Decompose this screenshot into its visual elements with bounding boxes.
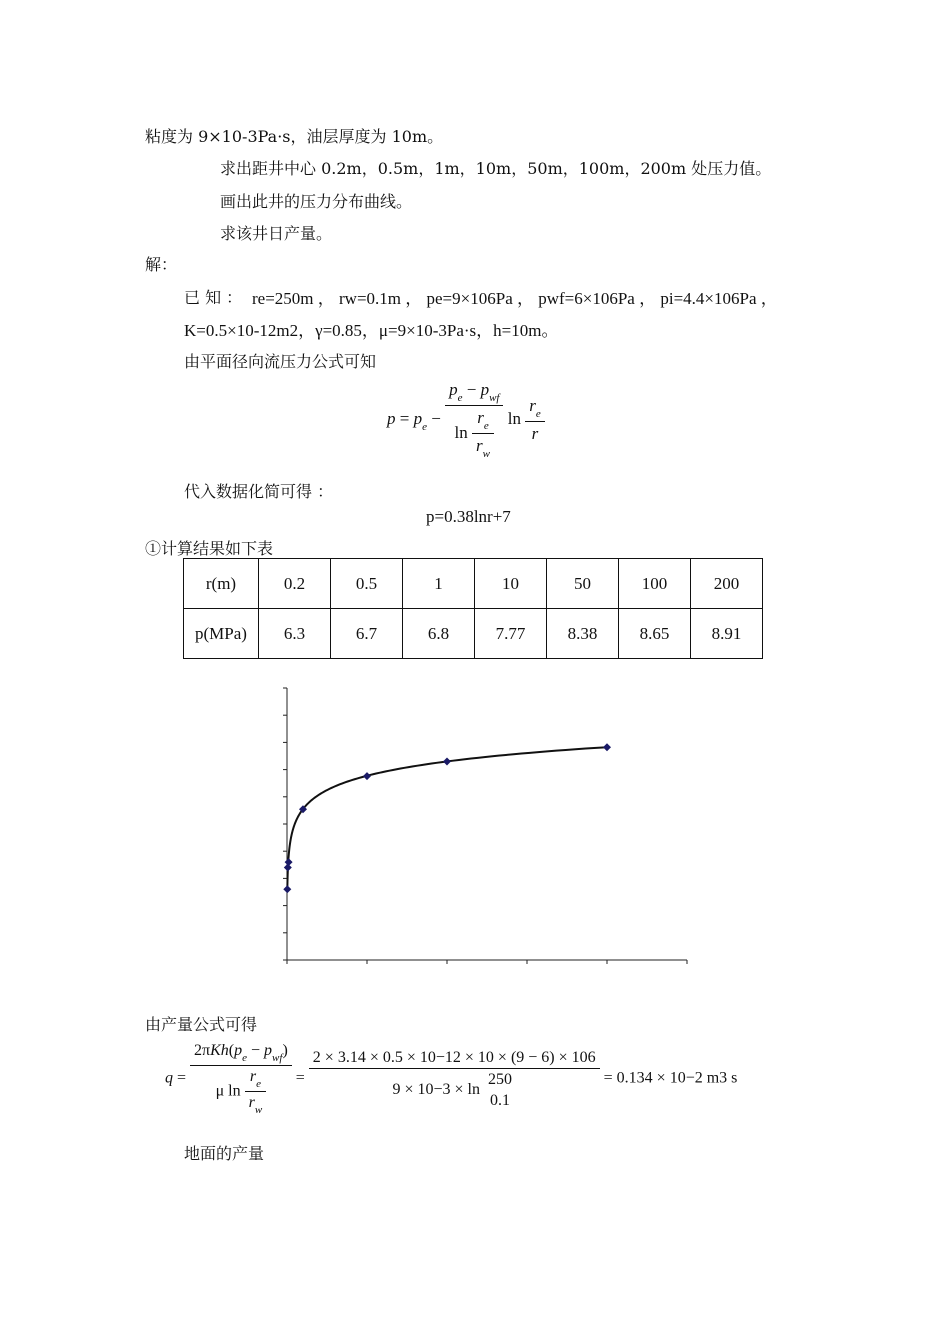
pressure-formula: $p = p_e$ − $p_e - p_{wf}$ ln $\frac{r_e}{r_w}$ ln $\frac{r_e}{r}$ [387, 380, 545, 460]
question-1: 求出距井中心 0.2m，0.5m，1m，10m，50m，100m，200m 处压力值。 [220, 159, 772, 178]
table-header-cell: 0.5 [331, 559, 403, 609]
q-numerator: 2 × 3.14 × 0.5 × 10−12 × 10 × (9 − 6) × 106 [309, 1049, 600, 1069]
data-point [443, 757, 451, 765]
table-cell: 7.77 [475, 609, 547, 659]
q-result: = 0.134 × 10−2 m3 s [603, 1069, 738, 1087]
table-cell: 6.7 [331, 609, 403, 659]
question-2: 画出此井的压力分布曲线。 [220, 192, 413, 211]
data-point [285, 858, 293, 866]
substitute-text: 代入数据化简可得 ： [184, 482, 334, 501]
table-header-cell: 10 [475, 559, 547, 609]
table-header-cell: 0.2 [259, 559, 331, 609]
ln-numerator: 250 [487, 1070, 512, 1088]
table-cell: 6.8 [403, 609, 475, 659]
table-cell: 8.65 [619, 609, 691, 659]
data-point [603, 743, 611, 751]
table-row [184, 559, 763, 609]
pressure-distribution-chart [240, 680, 720, 1000]
series-line [287, 747, 607, 889]
simplified-formula: p=0.38lnr+7 [426, 507, 511, 526]
table-cell: 6.3 [259, 609, 331, 659]
table-header-cell: 1 [403, 559, 475, 609]
production-intro: 由产量公式可得 [145, 1015, 258, 1034]
table-header-cell: 50 [547, 559, 619, 609]
q-denominator: 9 × 10−3 × ln [392, 1080, 480, 1098]
question-3: 求该井日产量。 [220, 224, 333, 243]
production-formula: q = $2\pi Kh(p_e - p_{wf})$ μ ln $\frac{r_e}{r_w}$ = 2 × 3.14 × 0.5 × 10−12 × 10 × (9 − 6) × 106 9 × 10−3 × ln 250 0.1 = 0.134 × 10−2 m3 s [165, 1042, 738, 1116]
solution-label: 解： [145, 255, 178, 274]
table-header-cell: 100 [619, 559, 691, 609]
known-values-line2: K=0.5×10-12m2，γ=0.85，μ=9×10-3Pa·s，h=10m。 [184, 321, 559, 340]
table-header-cell: r(m) [184, 559, 259, 609]
formula-intro: 由平面径向流压力公式可知 [184, 352, 377, 371]
data-point [363, 772, 371, 780]
results-table [183, 558, 763, 659]
surface-production: 地面的产量 [184, 1144, 265, 1163]
table-cell: p(MPa) [184, 609, 259, 659]
known-prefix: 已 知 ： [184, 288, 243, 307]
table-header-cell: 200 [691, 559, 763, 609]
table-intro: ①计算结果如下表 [145, 539, 274, 558]
viscosity-line: 粘度为 9×10-3Pa·s，油层厚度为 10m。 [145, 127, 444, 146]
table-cell: 8.38 [547, 609, 619, 659]
known-values-line1: re=250m ， rw=0.1m ， pe=9×106Pa ， pwf=6×106Pa ， pi=4.4×106Pa ， [252, 289, 778, 308]
table-row [184, 609, 763, 659]
table-cell: 8.91 [691, 609, 763, 659]
ln-denominator: 0.1 [489, 1091, 510, 1109]
data-point [283, 885, 291, 893]
